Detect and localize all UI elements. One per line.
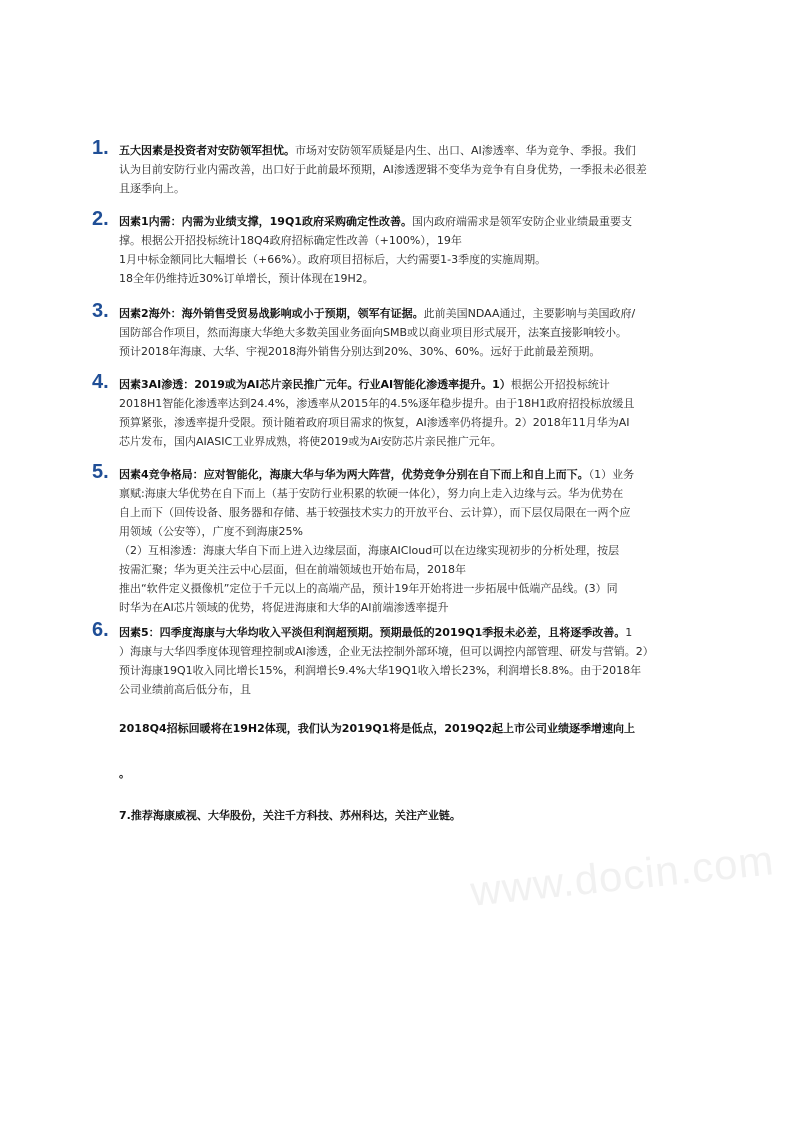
bold-lead: 因素4竞争格局：应对智能化，海康大华与华为两大阵营，优势竞争分别在自下而上和自上而下。 [119, 468, 589, 481]
text-line [119, 269, 692, 288]
factor-item [92, 300, 692, 361]
line-text: 18全年仍维持近30%订单增长，预计体现在19H2。 [119, 272, 374, 285]
line-text: 撑。根据公开招投标统计18Q4政府招标确定性改善（+100%），19年 [119, 234, 462, 247]
text-line [119, 522, 692, 541]
item-body [119, 212, 692, 288]
line-text: 1 [625, 626, 633, 639]
line-text: 自上而下（回传设备、服务器和存储、基于较强技术实力的开放平台、云计算），而下层仅局限在一两个应 [119, 506, 631, 519]
factor-item [92, 208, 692, 288]
text-line [119, 304, 692, 323]
line-text: ）海康与大华四季度体现管理控制或AI渗透，企业无法控制外部环境，但可以调控内部管理、研发与营销。2） [119, 645, 654, 658]
line-text: 芯片发布，国内AIASIC工业界成熟，将使2019或为Ai安防芯片亲民推广元年。 [119, 435, 502, 448]
text-line [119, 342, 692, 361]
line-text: 国防部合作项目，然而海康大华绝大多数美国业务面向SMB或以商业项目形式展开，法案直接影响较小。 [119, 326, 628, 339]
item-number: 1. [92, 137, 109, 159]
bold-lead: 因素1内需：内需为业绩支撑，19Q1政府采购确定性改善。 [119, 215, 412, 228]
line-text: 此前美国NDAA通过，主要影响与美国政府/ [423, 307, 636, 320]
bold-lead: 因素3AI渗透：2019或为AI芯片亲民推广元年。行业AI智能化渗透率提升。1） [119, 378, 511, 391]
text-line [119, 212, 692, 231]
line-text: 认为目前安防行业内需改善，出口好于此前最坏预期，AI渗透逻辑不变华为竞争有自身优势，一季报未必很差 [119, 163, 647, 176]
item-number: 3. [92, 300, 109, 322]
text-line [119, 484, 692, 503]
item-number: 5. [92, 461, 109, 483]
line-text: （1）业务 [588, 468, 635, 481]
watermark: www.docin.com [468, 836, 777, 915]
text-line [119, 160, 692, 179]
line-text: 国内政府端需求是领军安防企业业绩最重要支 [411, 215, 632, 228]
item-body [119, 623, 692, 699]
line-text: 禀赋:海康大华优势在自下而上（基于安防行业积累的软硬一体化），努力向上走入边缘与云。华为优势在 [119, 487, 624, 500]
text-line [119, 231, 692, 250]
text-line [119, 503, 692, 522]
line-text: 且逐季向上。 [119, 182, 185, 195]
paragraph-period: 。 [119, 767, 130, 780]
bold-lead: 因素5：四季度海康与大华均收入平淡但利润超预期。预期最低的2019Q1季报未必差，且将逐季改善。 [119, 626, 626, 639]
text-line [119, 394, 692, 413]
text-line [119, 623, 692, 642]
text-line [119, 560, 692, 579]
line-text: 按需汇聚；华为更关注云中心层面，但在前端领域也开始布局，2018年 [119, 563, 466, 576]
factor-item [92, 461, 692, 617]
item-body [119, 465, 692, 617]
line-text: 根据公开招投标统计 [510, 378, 610, 391]
text-line [119, 141, 692, 160]
item-number: 6. [92, 619, 109, 641]
line-text: 时华为在AI芯片领域的优势，将促进海康和大华的AI前端渗透率提升 [119, 601, 449, 614]
line-text: 公司业绩前高后低分布，且 [119, 683, 251, 696]
bold-lead: 因素2海外：海外销售受贸易战影响或小于预期，领军有证据。 [119, 307, 424, 320]
text-line [119, 432, 692, 451]
text-line [119, 323, 692, 342]
line-text: 预计海康19Q1收入同比增长15%，利润增长9.4%大华19Q1收入增长23%，利润增长8.8%。由于2018年 [119, 664, 642, 677]
item-body [119, 304, 692, 361]
line-text: 预算紧张，渗透率提升受限。预计随着政府项目需求的恢复，AI渗透率仍将提升。2）2018年11月华为AI [119, 416, 630, 429]
text-line [119, 598, 692, 617]
line-text: 1月中标金额同比大幅增长（+66%）。政府项目招标后，大约需要1-3季度的实施周期。 [119, 253, 547, 266]
item-body [119, 375, 692, 451]
factor-item [92, 371, 692, 451]
text-line [119, 375, 692, 394]
text-line [119, 250, 692, 269]
text-line [119, 179, 692, 198]
paragraph-q4-summary: 2018Q4招标回暖将在19H2体现，我们认为2019Q1将是低点，2019Q2起上市公司业绩逐季增速向上 [119, 722, 636, 735]
line-text: 推出“软件定义摄像机”定位于千元以上的高端产品，预计19年开始将进一步拓展中低端产品线。(3）同 [119, 582, 618, 595]
item-number: 4. [92, 371, 109, 393]
text-line [119, 413, 692, 432]
text-line [119, 541, 692, 560]
line-text: 市场对安防领军质疑是内生、出口、AI渗透率、华为竞争、季报。我们 [295, 144, 636, 157]
text-line [119, 579, 692, 598]
paragraph-recommendation: 7.推荐海康威视、大华股份，关注千方科技、苏州科达，关注产业链。 [119, 809, 461, 822]
item-body [119, 141, 692, 198]
line-text: 预计2018年海康、大华、宇视2018海外销售分别达到20%、30%、60%。远好于此前最差预期。 [119, 345, 601, 358]
text-line [119, 642, 692, 661]
item-number: 2. [92, 208, 109, 230]
line-text: （2）互相渗透：海康大华自下而上进入边缘层面，海康AICloud可以在边缘实现初步的分析处理，按层 [119, 544, 620, 557]
line-text: 2018H1智能化渗透率达到24.4%，渗透率从2015年的4.5%逐年稳步提升。由于18H1政府招投标放缓且 [119, 397, 635, 410]
line-text: 用领域（公安等），广度不到海康25% [119, 525, 303, 538]
text-line [119, 465, 692, 484]
text-line [119, 661, 692, 680]
factor-item [92, 137, 692, 198]
factor-item [92, 619, 692, 699]
text-line [119, 680, 692, 699]
bold-lead: 五大因素是投资者对安防领军担忧。 [119, 144, 295, 157]
